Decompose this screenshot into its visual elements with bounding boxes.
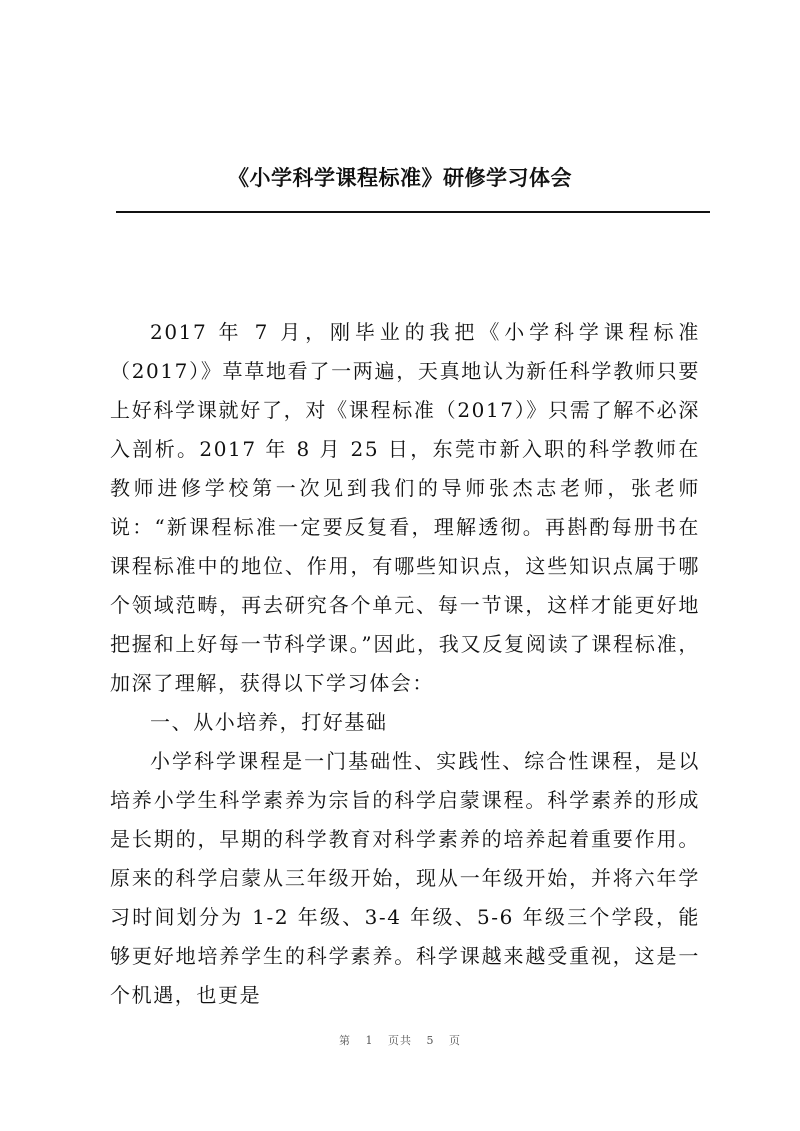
paragraph-section-1: 小学科学课程是一门基础性、实践性、综合性课程，是以培养小学生科学素养为宗旨的科学启蒙课程。科学素养的形成是长期的，早期的科学教育对科学素养的培养起着重要作用。原来的科学启蒙从三年级开始，现从一年级开始，并将六年学习时间划分为 1-2 年级、3-4 年级、5-6 年级三个学段，能够更好地培养学生的科学素养。科学课越来越受重视，这是一个机遇，也更是 — [110, 749, 700, 1007]
page-footer — [0, 1032, 800, 1048]
document-title: 《小学科学课程标准》研修学习体会 — [228, 165, 572, 190]
footer-current-page: 1 — [365, 1034, 374, 1047]
document-body — [110, 313, 700, 1015]
footer-label-page: 第 — [339, 1034, 351, 1047]
footer-total-pages: 5 — [426, 1034, 435, 1047]
paragraph-intro: 2017 年 7 月，刚毕业的我把《小学科学课程标准（2017）》草草地看了一两遍，天真地认为新任科学教师只要上好科学课就好了，对《课程标准（2017）》只需了解不必深入剖析。2017 年 8 月 25 日，东莞市新入职的科学教师在教师进修学校第一次见到我们的导师张杰志老师，张老师说：“新课程标准一定要反复看，理解透彻。再斟酌每册书在课程标准中的地位、作用，有哪些知识点，这些知识点属于哪个领域范畴，再去研究各个单元、每一节课，这样才能更好地把握和上好每一节科学课。”因此，我又反复阅读了课程标准，加深了理解，获得以下学习体会： — [110, 320, 700, 695]
section-heading: 一、从小培养，打好基础 — [150, 710, 388, 734]
footer-label-of: 页共 — [388, 1034, 412, 1047]
footer-label-end: 页 — [449, 1034, 461, 1047]
title-underline — [116, 211, 710, 213]
